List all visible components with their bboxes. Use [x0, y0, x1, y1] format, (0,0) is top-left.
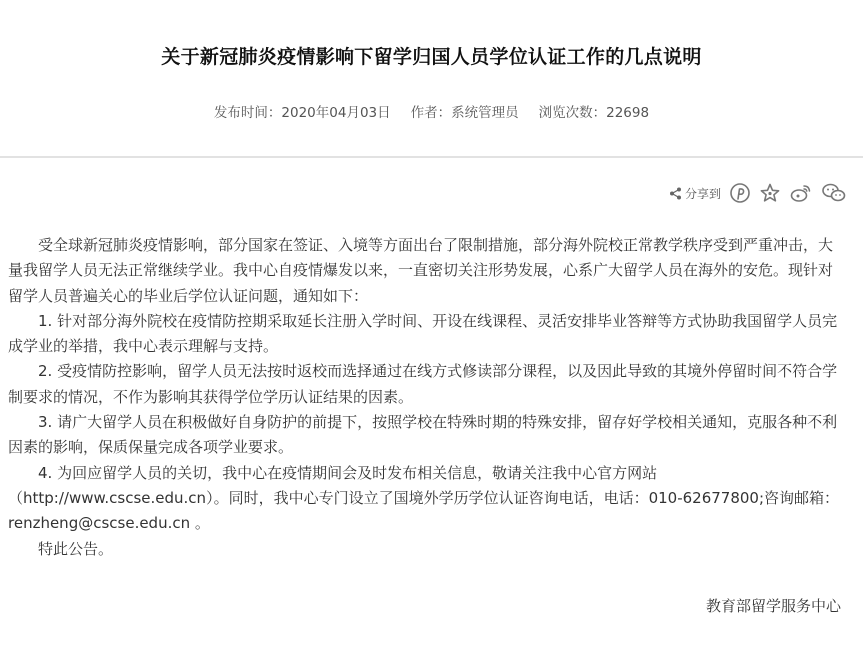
view-count-label: 浏览次数： [538, 105, 607, 121]
item-4-text-start: 4. 为回应留学人员的关切，我中心在疫情期间会及时发布相关信息，敬请关注我中心官方网站（ [8, 463, 658, 507]
favorite-star-icon[interactable] [759, 182, 781, 204]
weibo-icon[interactable] [789, 182, 813, 204]
pinterest-icon[interactable] [729, 182, 751, 204]
share-label: 分享到 [684, 186, 721, 201]
author-label: 作者： [410, 105, 452, 121]
article-title: 关于新冠肺炎疫情影响下留学归国人员学位认证工作的几点说明 [161, 46, 702, 68]
header-divider [0, 156, 863, 158]
share-bar [669, 181, 847, 205]
official-website-link[interactable]: http://www.cscse.edu.cn [23, 488, 207, 507]
item-4-text-end: 。 [190, 514, 210, 533]
inquiry-email-link[interactable]: renzheng@cscse.edu.cn [8, 514, 191, 533]
author-name: 系统管理员 [451, 105, 519, 121]
article-meta [0, 101, 863, 121]
item-3: 3. 请广大留学人员在积极做好自身防护的前提下，按照学校在特殊时期的特殊安排，留存好学校相关通知，克服各种不利因素的影响，保质保量完成各项学业要求。 [8, 413, 838, 457]
closing-paragraph: 特此公告。 [38, 539, 114, 558]
item-4 [8, 461, 840, 537]
intro-paragraph: 受全球新冠肺炎疫情影响，部分国家在签证、入境等方面出台了限制措施，部分海外院校正常教学秩序受到严重冲击，大量我留学人员无法正常继续学业。我中心自疫情爆发以来，一直密切关注形势发展，心系广大留学人员在海外的安危。现针对留学人员普遍关心的毕业后学位认证问题，通知如下： [8, 236, 834, 305]
view-count: 22698 [606, 105, 650, 121]
article-body [8, 233, 840, 562]
publish-date: 2020年04月03日 [281, 105, 391, 121]
share-icon [669, 187, 682, 200]
share-button[interactable] [669, 185, 721, 202]
item-4-text-middle: ）。同时，我中心专门设立了国境外学历学位认证咨询电话，电话：010-62677800;咨询邮箱： [206, 488, 840, 507]
item-1: 1. 针对部分海外院校在疫情防控期采取延长注册入学时间、开设在线课程、灵活安排毕业答辩等方式协助我国留学人员完成学业的举措，我中心表示理解与支持。 [8, 311, 838, 356]
signature: 教育部留学服务中心 [705, 597, 841, 615]
publish-date-label: 发布时间： [213, 105, 282, 121]
item-2: 2. 受疫情防控影响，留学人员无法按时返校而选择通过在线方式修读部分课程，以及因此导致的其境外停留时间不符合学制要求的情况，不作为影响其获得学位学历认证结果的因素。 [8, 362, 838, 406]
wechat-icon[interactable] [821, 182, 847, 204]
